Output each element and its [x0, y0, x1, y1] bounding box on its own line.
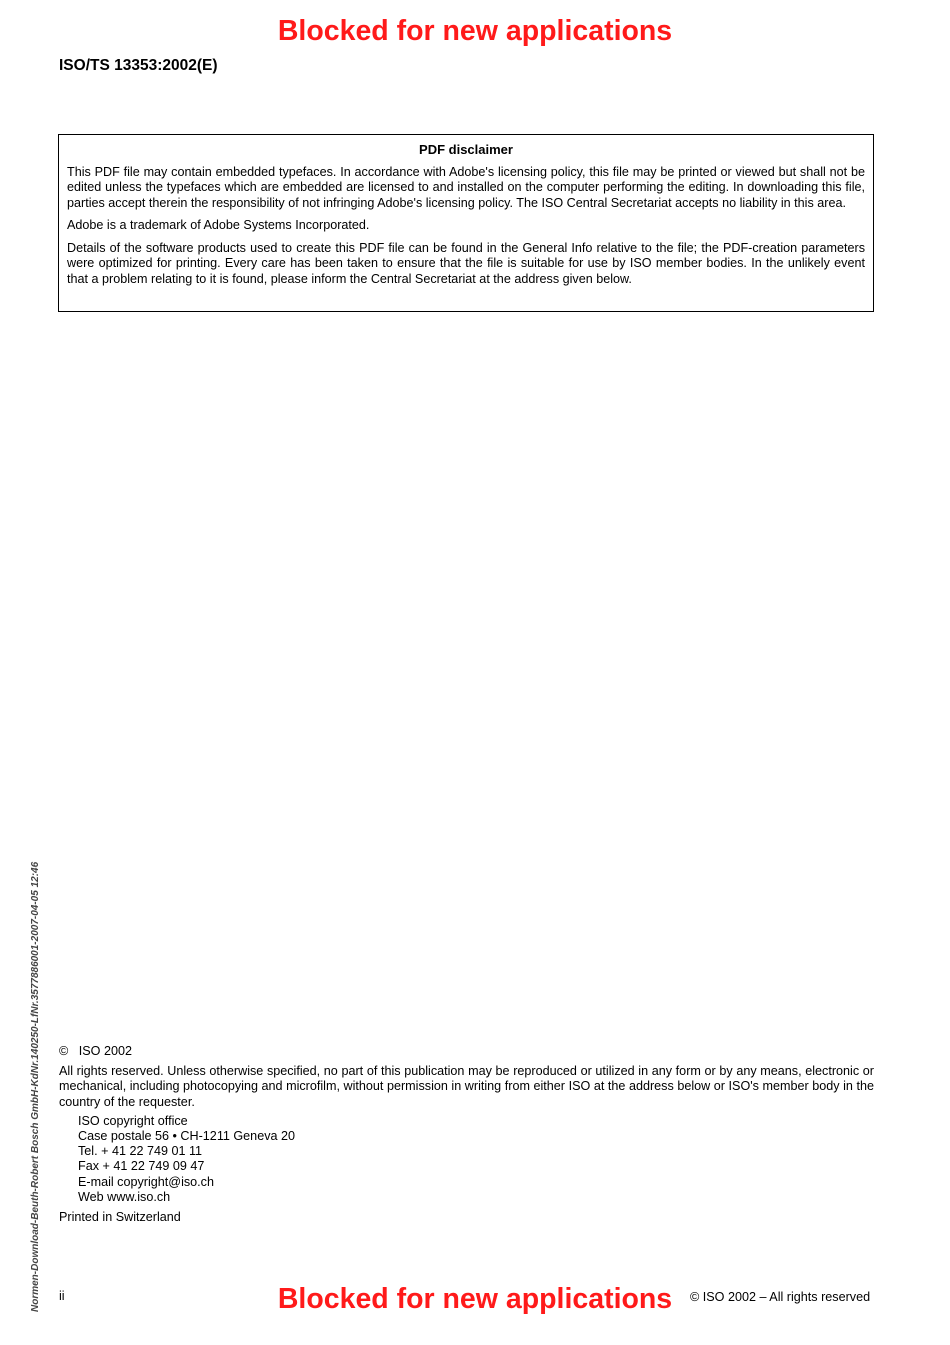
address-line: Case postale 56 • CH-1211 Geneva 20: [78, 1129, 296, 1144]
disclaimer-title: PDF disclaimer: [419, 142, 513, 157]
footer-copyright: © ISO 2002 – All rights reserved: [690, 1290, 871, 1304]
disclaimer-paragraph: Adobe is a trademark of Adobe Systems Incorporated.: [67, 218, 370, 233]
copyright-symbol: ©: [59, 1044, 69, 1058]
address-line: Fax + 41 22 749 09 47: [78, 1159, 205, 1174]
disclaimer-paragraph: Details of the software products used to create this PDF file can be found in the General Info relative to the file; the PDF-creation parameters were optimized for printing. Every care has been taken to ensure that the file is suitable for use by ISO member bodies. In the unlikely event that a problem relating to it is found, please inform the Central Secretariat at the address given below.: [67, 241, 865, 286]
page-number: ii: [59, 1289, 65, 1303]
rights-statement: All rights reserved. Unless otherwise specified, no part of this publication may be reproduced or utilized in any form or by any means, electronic or mechanical, including photocopying and microfilm, without permission in writing from either ISO at the address below or ISO's member body in the country of the requester.: [59, 1064, 874, 1109]
address-line: Tel. + 41 22 749 01 11: [78, 1144, 203, 1159]
copyright-line: ISO 2002: [78, 1044, 132, 1058]
disclaimer-paragraph: This PDF file may contain embedded typefaces. In accordance with Adobe's licensing policy, this file may be printed or viewed but shall not be edited unless the typefaces which are embedded are licensed to and installed on the computer performing the editing. In downloading this file, parties accept therein the responsibility of not infringing Adobe's licensing policy. The ISO Central Secretariat accepts no liability in this area.: [67, 165, 865, 210]
address-line: Web www.iso.ch: [78, 1189, 171, 1204]
blocked-banner-bottom: Blocked for new applications: [277, 1283, 673, 1315]
download-watermark: Normen-Download-Beuth-Robert Bosch GmbH-KdNr.140250-LfNr.3577886001-2007-04-05 12:46: [30, 861, 41, 1312]
address-line: E-mail copyright@iso.ch: [78, 1174, 214, 1189]
copyright-block: [59, 1044, 874, 1225]
blocked-banner-top: Blocked for new applications: [277, 15, 673, 47]
address-line: ISO copyright office: [78, 1113, 188, 1128]
pdf-disclaimer-box: [58, 134, 874, 312]
printed-in: Printed in Switzerland: [59, 1210, 181, 1225]
document-id: ISO/TS 13353:2002(E): [59, 57, 218, 74]
